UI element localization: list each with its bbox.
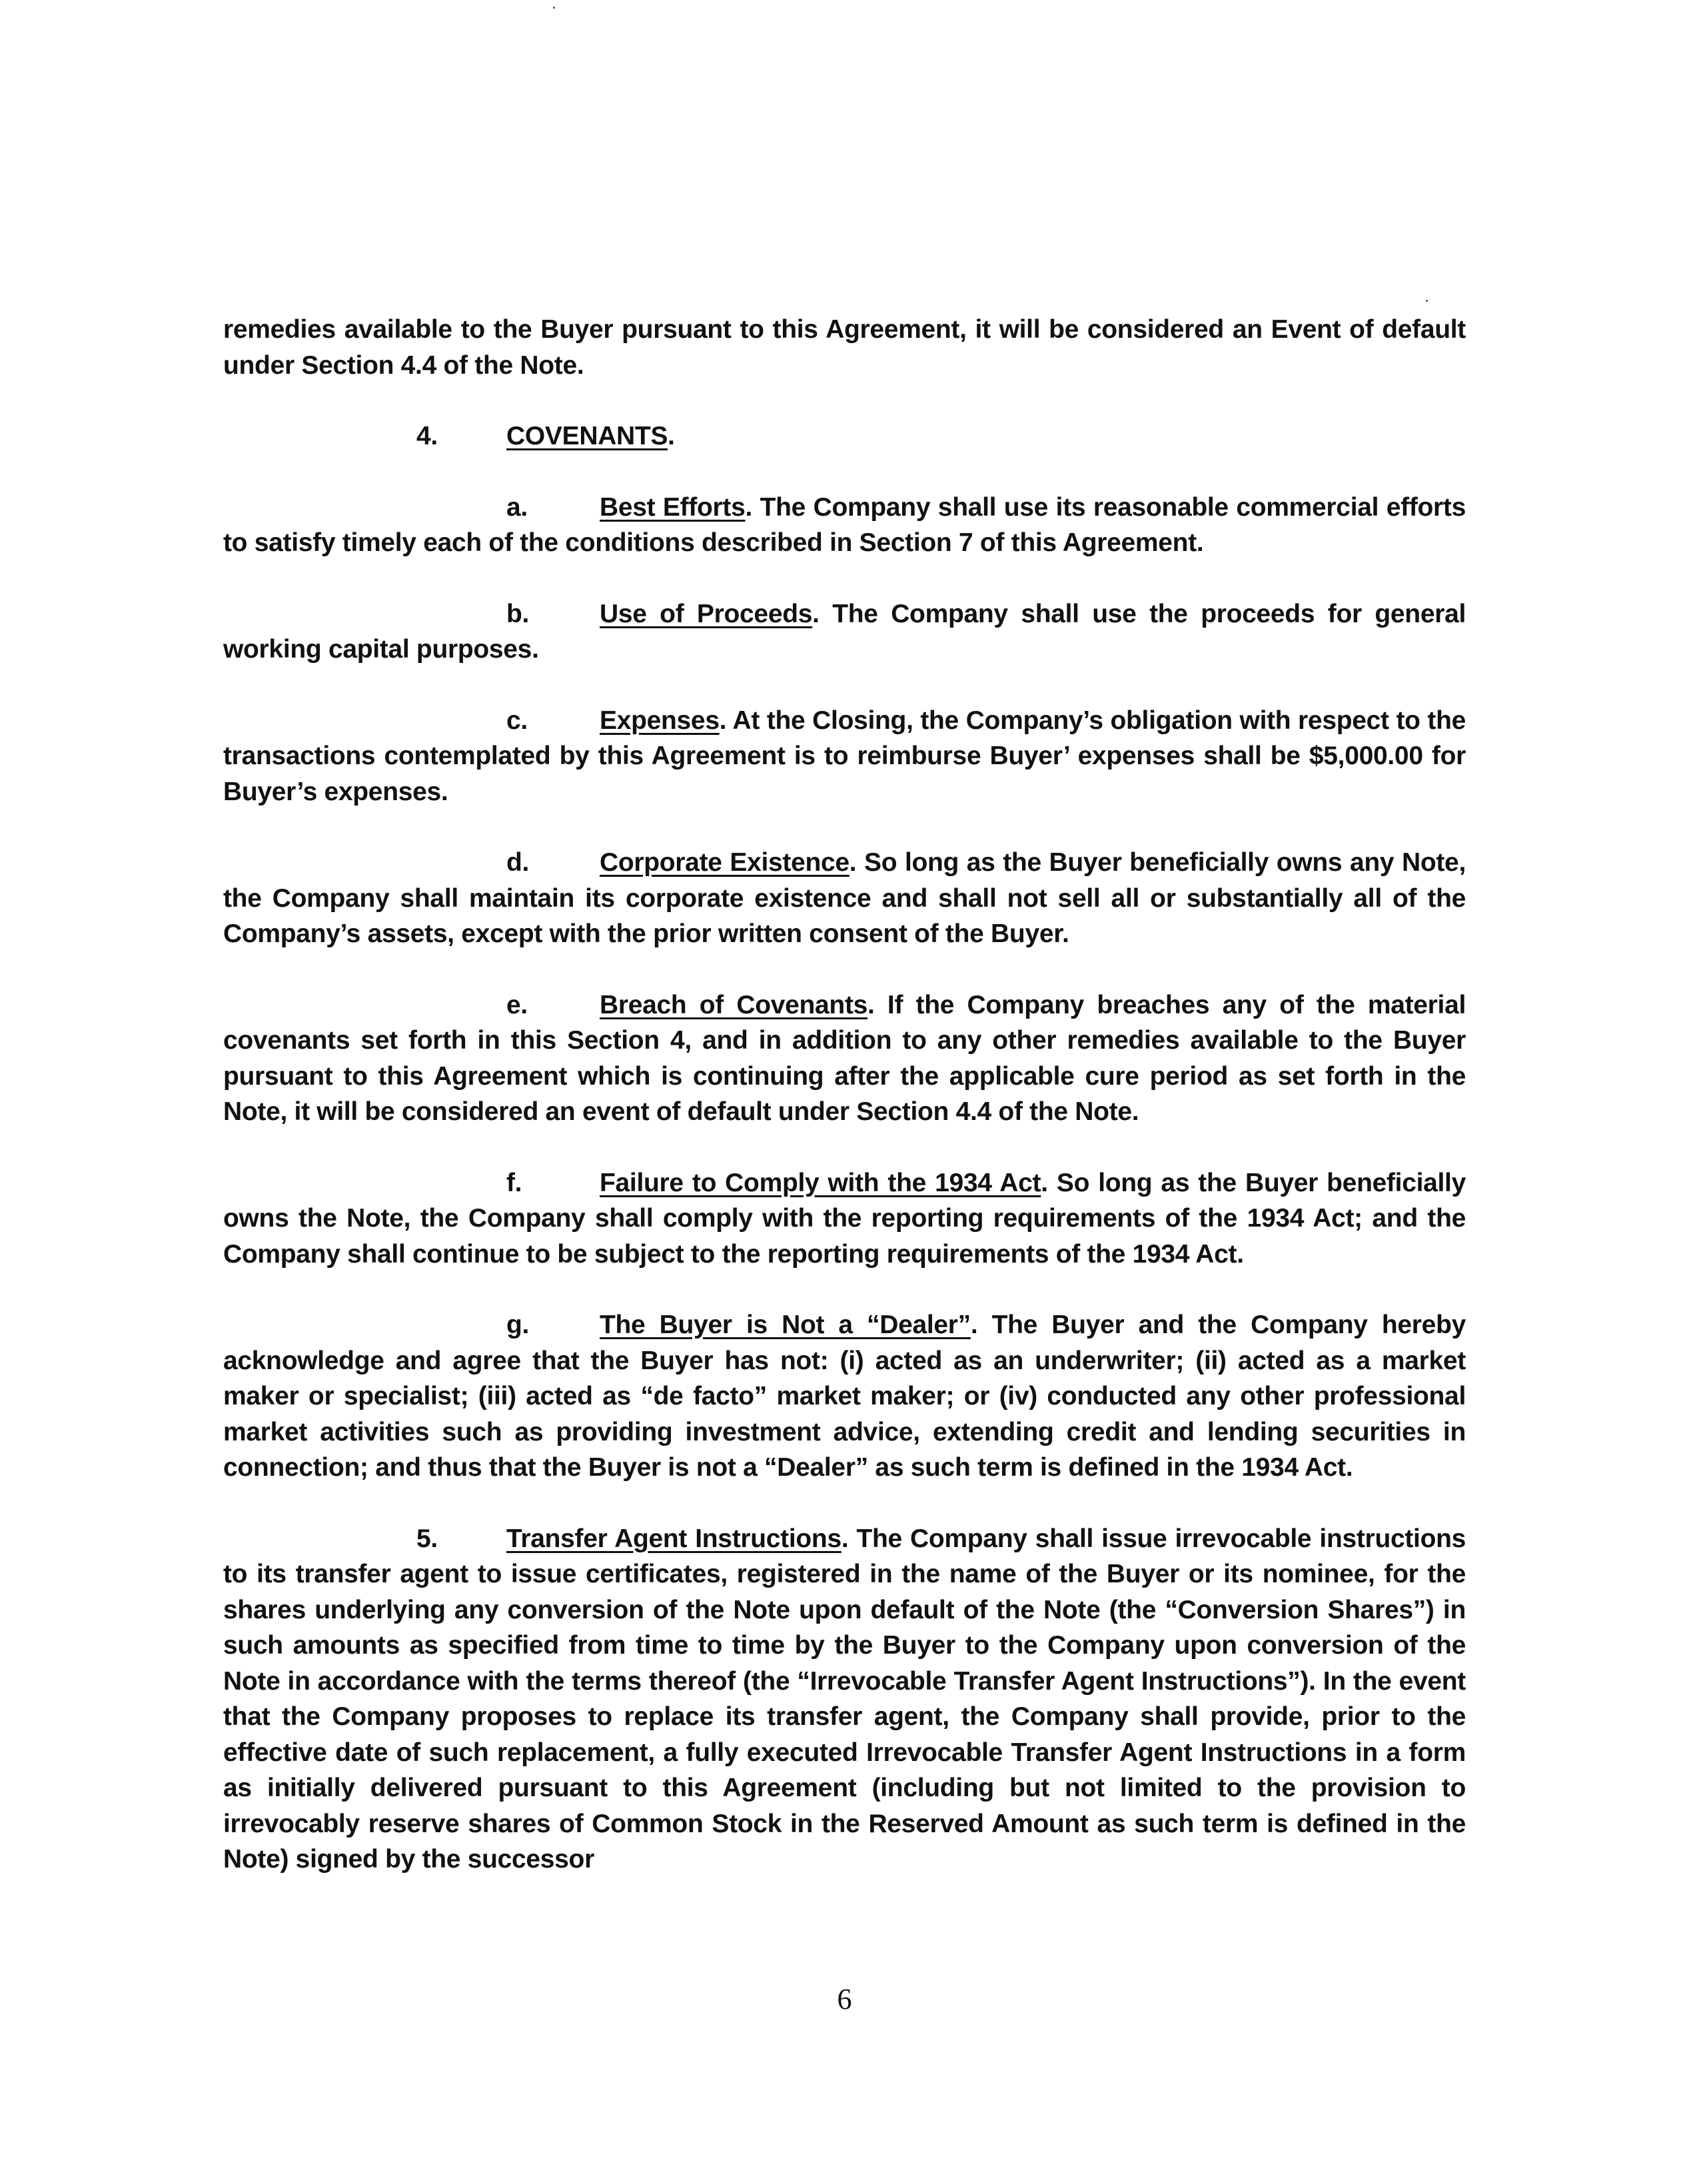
covenant-c xyxy=(223,703,1466,810)
section-5-paragraph xyxy=(223,1521,1466,1878)
covenant-d-text: . So long as the Buyer beneficially owns any Note, the Company shall maintain its corporate existence and shall not sell all or substantially all of the Company’s assets, except with the prior written consent of the Buyer. xyxy=(223,848,1466,948)
scan-speck xyxy=(1426,300,1428,302)
covenant-b-title: Use of Proceeds xyxy=(600,599,813,628)
document-body xyxy=(223,312,1466,1878)
section-5-title: Transfer Agent Instructions xyxy=(506,1524,842,1553)
covenant-a-text: . The Company shall use its reasonable commercial efforts to satisfy timely each of the conditions described in Section 7 of this Agreement. xyxy=(223,492,1466,557)
covenant-d xyxy=(223,845,1466,952)
covenant-f xyxy=(223,1165,1466,1273)
covenant-b xyxy=(223,596,1466,668)
covenant-e-title: Breach of Covenants xyxy=(600,990,868,1019)
covenant-e-label: e. xyxy=(506,990,528,1019)
covenant-b-label: b. xyxy=(506,599,530,628)
covenant-c-text: . At the Closing, the Company’s obligation with respect to the transactions contemplated by this Agreement is to reimburse Buyer’ expenses shall be $5,000.00 for Buyer’s expenses. xyxy=(223,706,1466,806)
covenant-c-label: c. xyxy=(506,706,528,735)
covenant-f-text: . So long as the Buyer beneficially owns the Note, the Company shall comply with the reporting requirements of the 1934 Act; and the Company shall continue to be subject to the reporting requirements of the 1934 Act. xyxy=(223,1168,1466,1269)
covenant-b-text: . The Company shall use the proceeds for general working capital purposes. xyxy=(223,599,1466,664)
covenant-a-label: a. xyxy=(506,492,528,522)
covenant-e-text: . If the Company breaches any of the material covenants set forth in this Section 4, and in addition to any other remedies available to the Buyer pursuant to this Agreement which is continuing after the applicable cure period as set forth in the Note, it will be considered an event of default under Section 4.4 of the Note. xyxy=(223,990,1466,1126)
covenant-f-label: f. xyxy=(506,1168,522,1197)
covenant-d-label: d. xyxy=(506,848,530,877)
covenant-a-title: Best Efforts xyxy=(600,492,746,522)
covenant-e xyxy=(223,987,1466,1130)
section-5-text: . The Company shall issue irrevocable instructions to its transfer agent to issue certificates, registered in the name of the Buyer or its nominee, for the shares underlying any conversion of the Note upon default of the Note (the “Conversion Shares”) in such amounts as specified from time to time by the Buyer to the Company upon conversion of the Note in accordance with the terms thereof (the “Irrevocable Transfer Agent Instructions”). In the event that the Company proposes to replace its transfer agent, the Company shall provide, prior to the effective date of such replacement, a fully executed Irrevocable Transfer Agent Instructions in a form as initially delivered pursuant to this Agreement (including but not limited to the provision to irrevocably reserve shares of Common Stock in the Reserved Amount as such term is defined in the Note) signed by the successor xyxy=(223,1524,1466,1874)
covenant-g-text: . The Buyer and the Company hereby acknowledge and agree that the Buyer has not: (i) acted as an underwriter; (ii) acted as a market maker or specialist; (iii) acted as “de facto” market maker; or (iv) conducted any other professional market activities such as providing investment advice, extending credit and lending securities in connection; and thus that the Buyer is not a “Dealer” as such term is defined in the 1934 Act. xyxy=(223,1311,1466,1482)
continuation-paragraph: remedies available to the Buyer pursuant to this Agreement, it will be considered an Event of default under Section 4.4 of the Note. xyxy=(223,315,1466,380)
scan-speck xyxy=(553,7,555,9)
covenant-d-title: Corporate Existence xyxy=(600,848,849,877)
section-5-number: 5. xyxy=(416,1524,438,1553)
section-4-heading: 4. COVENANTS. xyxy=(223,418,1466,454)
covenant-c-title: Expenses xyxy=(600,706,720,735)
covenant-g xyxy=(223,1307,1466,1486)
covenant-f-title: Failure to Comply with the 1934 Act xyxy=(600,1168,1041,1197)
section-4-number: 4. xyxy=(416,422,438,450)
covenant-a xyxy=(223,490,1466,561)
page-number: 6 xyxy=(837,1983,852,2015)
section-4-title: COVENANTS xyxy=(506,422,668,450)
covenant-g-title: The Buyer is Not a “Dealer” xyxy=(600,1311,971,1339)
covenant-g-label: g. xyxy=(506,1311,530,1339)
